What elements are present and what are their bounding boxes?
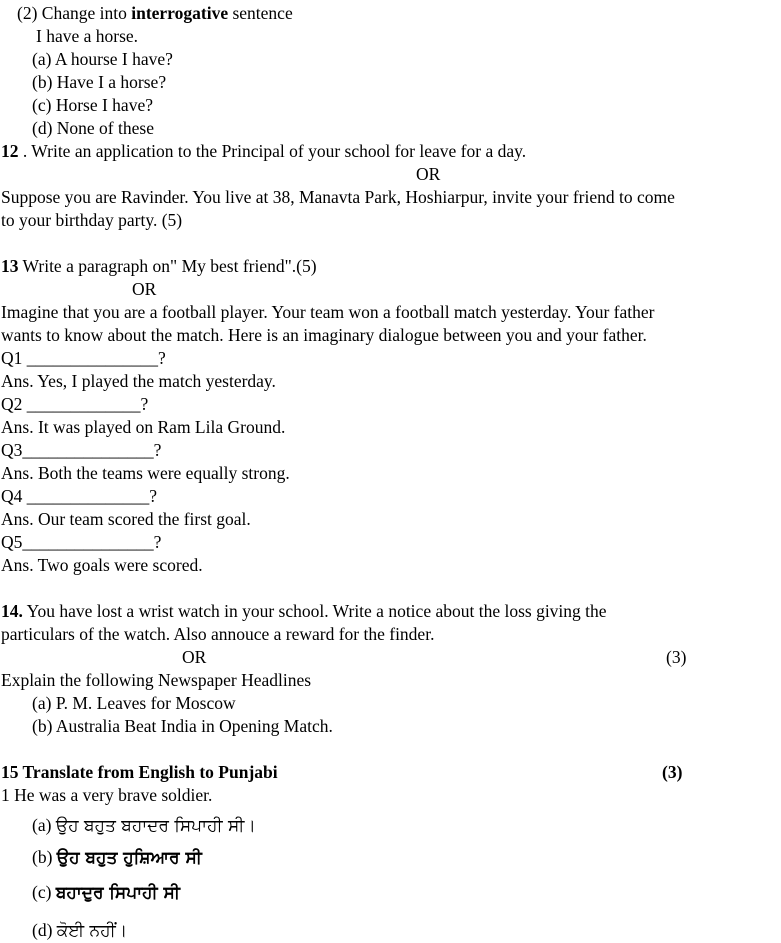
option-item: (b) Have I a horse? [32,72,167,92]
q12-alt-line1: Suppose you are Ravinder. You live at 38, Manavta Park, Hoshiarpur, invite your friend to come [1,187,675,207]
dialogue-answer: Ans. Two goals were scored. [1,555,203,575]
headline-item: (a) P. M. Leaves for Moscow [32,693,236,713]
q11-2-bold-word: interrogative [131,3,229,23]
q15-sentence: 1 He was a very brave soldier. [1,785,213,805]
q13-intro-line2: wants to know about the match. Here is an imaginary dialogue between you and your father. [1,325,647,345]
question-number: 12 [1,141,19,161]
q12-question: 12 . Write an application to the Principal of your school for leave for a day. [1,141,527,161]
q11-2-sentence: I have a horse. [36,26,139,46]
option-item: (b) ਉਹ ਬਹੁਤ ਹੁਸ਼ਿਆਰ ਸੀ [32,847,202,868]
marks-label: (3) [666,647,687,667]
option-item: (d) None of these [32,118,154,138]
or-divider: OR [132,279,157,299]
question-number: 13 [1,256,19,276]
q13-intro-line1: Imagine that you are a football player. Your team won a football match yesterday. Your father [1,302,655,322]
dialogue-question: Q1 _______________? [1,348,166,368]
dialogue-question: Q3_______________? [1,440,162,460]
q11-2-instruction [17,2,293,24]
dialogue-question: Q5_______________? [1,532,162,552]
or-divider: OR [416,164,441,184]
q14-alt-question: Explain the following Newspaper Headlines [1,670,312,690]
q11-2-suffix: sentence [228,3,293,23]
q15-heading: 15 Translate from English to Punjabi [1,762,278,782]
option-item: (d) ਕੋਈ ਨਹੀਂ। [32,920,128,941]
option-item: (c) ਬਹਾਦੁਰ ਸਿਪਾਹੀ ਸੀ [32,882,180,903]
dialogue-answer: Ans. Yes, I played the match yesterday. [1,371,276,391]
dialogue-question: Q4 ______________? [1,486,158,506]
or-divider: OR [182,647,207,667]
question-number: 14. [1,601,23,621]
option-item: (a) A hourse I have? [32,49,173,69]
q11-2-prefix: (2) Change into [17,3,132,23]
q14-question-line2: particulars of the watch. Also annouce a reward for the finder. [1,624,435,644]
q13-question: 13 Write a paragraph on" My best friend".(5) [1,256,317,276]
q12-alt-line2: to your birthday party. (5) [1,210,183,230]
dialogue-answer: Ans. Our team scored the first goal. [1,509,251,529]
headline-item: (b) Australia Beat India in Opening Match. [32,716,333,736]
q14-question: 14. You have lost a wrist watch in your school. Write a notice about the loss giving the [1,601,607,621]
option-item: (a) ਉਹ ਬਹੁਤ ਬਹਾਦਰ ਸਿਪਾਹੀ ਸੀ। [32,815,256,836]
dialogue-answer: Ans. Both the teams were equally strong. [1,463,290,483]
marks-label: (3) [662,762,683,782]
dialogue-question: Q2 _____________? [1,394,149,414]
option-item: (c) Horse I have? [32,95,153,115]
dialogue-answer: Ans. It was played on Ram Lila Ground. [1,417,286,437]
